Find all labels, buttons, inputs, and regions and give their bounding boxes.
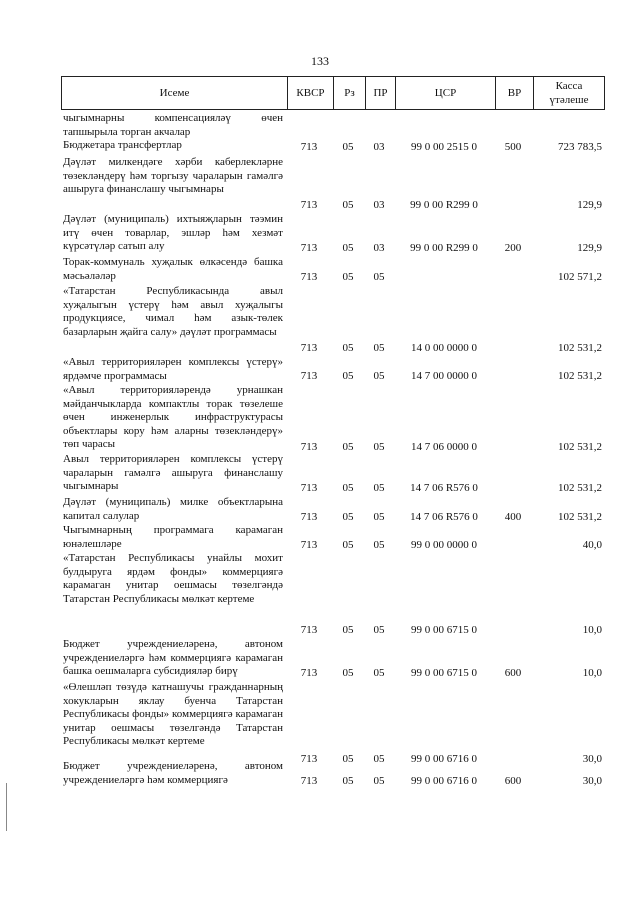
- row-sum: 10,0: [582, 667, 602, 679]
- row-csr: 99 0 00 6716 0: [411, 753, 477, 765]
- row-csr: 14 7 06 R576 0: [410, 482, 478, 494]
- row-rz: 05: [342, 271, 354, 283]
- row-name: Дәүләт (муниципаль) ихтыяҗларын тәэмин итү өчен товарлар, эшләр һәм хезмәт күрсәтүләр сатып алу: [63, 213, 283, 253]
- header-sum: [533, 77, 604, 109]
- row-name: Бюджет учреждениеләренә, автоном учреждениеләргә һәм коммерциягә карамаган башка оешмаларга субсидияләр бирү: [63, 638, 283, 678]
- row-pr: 05: [373, 271, 385, 283]
- row-name: чыгымнарны компенсацияләү өчен тапшырыла торган акчалар: [63, 112, 283, 138]
- row-csr: 14 7 06 R576 0: [410, 511, 478, 523]
- row-rz: 05: [342, 141, 354, 153]
- row-pr: 05: [373, 539, 385, 551]
- row-kvsr: 713: [300, 775, 318, 787]
- header-rz: Рз: [333, 77, 365, 109]
- row-pr: 05: [373, 775, 385, 787]
- header-vr: ВР: [495, 77, 533, 109]
- row-kvsr: 713: [300, 624, 318, 636]
- row-kvsr: 713: [300, 199, 318, 211]
- row-rz: 05: [342, 370, 354, 382]
- row-name: Чыгымнарның программага карамаган юнәлешләре: [63, 524, 283, 550]
- row-kvsr: 713: [300, 271, 318, 283]
- row-sum: 102 571,2: [558, 271, 602, 283]
- row-name: Бюджет учреждениеләренә, автоном учреждениеләргә һәм коммерциягә: [63, 760, 283, 786]
- table-header: [61, 76, 605, 110]
- row-vr: 500: [504, 141, 522, 153]
- row-vr: 200: [504, 242, 522, 254]
- row-csr: 14 0 00 0000 0: [411, 342, 477, 354]
- row-rz: 05: [342, 441, 354, 453]
- row-vr: 600: [504, 775, 522, 787]
- row-csr: 99 0 00 0000 0: [411, 539, 477, 551]
- row-pr: 05: [373, 624, 385, 636]
- row-name: Бюджетара трансфертлар: [63, 139, 182, 151]
- header-name: Исеме: [159, 87, 190, 99]
- row-pr: 05: [373, 667, 385, 679]
- page-number: 133: [311, 54, 329, 68]
- table-row: [61, 285, 605, 355]
- table-row: [61, 213, 605, 255]
- table-row: [61, 156, 605, 212]
- header-sum-line2: үтәлеше: [549, 94, 589, 106]
- row-sum: 102 531,2: [558, 511, 602, 523]
- table-row: [61, 524, 605, 552]
- row-pr: 03: [373, 242, 385, 254]
- row-pr: 05: [373, 511, 385, 523]
- row-rz: 05: [342, 667, 354, 679]
- table-row: [61, 453, 605, 495]
- table-row: [61, 139, 605, 154]
- row-kvsr: 713: [300, 342, 318, 354]
- row-rz: 05: [342, 775, 354, 787]
- row-pr: 05: [373, 342, 385, 354]
- row-rz: 05: [342, 511, 354, 523]
- row-pr: 05: [373, 753, 385, 765]
- header-kvsr: КВСР: [287, 77, 333, 109]
- row-sum: 102 531,2: [558, 370, 602, 382]
- row-rz: 05: [342, 753, 354, 765]
- row-sum: 129,9: [577, 242, 602, 254]
- row-csr: 14 7 00 0000 0: [411, 370, 477, 382]
- row-name: «Авыл территорияләрен комплексы үстерү» ярдәмче программасы: [63, 356, 283, 382]
- row-kvsr: 713: [300, 511, 318, 523]
- row-name: Авыл территорияләрен комплексы үстерү чараларын гамәлгә ашыруга финанслашу чыгымнары: [63, 453, 283, 493]
- table-row: [61, 681, 605, 766]
- row-name: «Авыл территорияләрендә урнашкан мәйданчыкларда компактлы торак төзелеше өчен инженерлык инфраструктурасы объектлары кору һәм аларны төзекләндерү» төп чарасы: [63, 384, 283, 451]
- row-kvsr: 713: [300, 370, 318, 382]
- row-sum: 102 531,2: [558, 342, 602, 354]
- row-name: «Татарстан Республикасында авыл хуҗалыгын үстерү һәм авыл хуҗалыгы продукциясе, чимал һәм азык-төлек базарларын җайга салу» дәүләт программасы: [63, 285, 283, 338]
- row-csr: 99 0 00 6716 0: [411, 775, 477, 787]
- row-kvsr: 713: [300, 753, 318, 765]
- table-row: [61, 356, 605, 383]
- row-name: Дәүләт милкендәге хәрби каберлекләрне төзекләндерү һәм торгызу чараларын гамәлгә ашыруга финанслашу чыгымнары: [63, 156, 283, 196]
- table-row: [61, 760, 605, 788]
- row-rz: 05: [342, 199, 354, 211]
- row-kvsr: 713: [300, 441, 318, 453]
- row-csr: 99 0 00 R299 0: [410, 242, 478, 254]
- row-csr: 99 0 00 2515 0: [411, 141, 477, 153]
- row-sum: 129,9: [577, 199, 602, 211]
- row-csr: 99 0 00 6715 0: [411, 667, 477, 679]
- row-sum: 723 783,5: [558, 141, 602, 153]
- row-rz: 05: [342, 242, 354, 254]
- row-name: «Татарстан Республикасы унайлы мохит булдыруга ярдәм фонды» коммерциягә карамаган унитар оешмасы төзелгәндә Татарстан Республикасы мөлкәт кертеме: [63, 552, 283, 605]
- row-sum: 10,0: [582, 624, 602, 636]
- table-row: [61, 256, 605, 284]
- row-kvsr: 713: [300, 539, 318, 551]
- row-kvsr: 713: [300, 482, 318, 494]
- row-sum: 40,0: [582, 539, 602, 551]
- row-vr: 600: [504, 667, 522, 679]
- row-sum: 102 531,2: [558, 441, 602, 453]
- row-name: Дәүләт (муниципаль) милке объектларына капитал салулар: [63, 496, 283, 522]
- row-sum: 102 531,2: [558, 482, 602, 494]
- row-rz: 05: [342, 342, 354, 354]
- row-csr: 99 0 00 6715 0: [411, 624, 477, 636]
- row-csr: 14 7 06 0000 0: [411, 441, 477, 453]
- row-rz: 05: [342, 539, 354, 551]
- row-rz: 05: [342, 624, 354, 636]
- table-row: [61, 496, 605, 524]
- row-kvsr: 713: [300, 242, 318, 254]
- row-pr: 05: [373, 482, 385, 494]
- row-vr: 400: [504, 511, 522, 523]
- table-row: [61, 552, 605, 637]
- header-sum-line1: Касса: [555, 80, 583, 92]
- header-csr: ЦСР: [395, 77, 495, 109]
- row-pr: 05: [373, 441, 385, 453]
- row-rz: 05: [342, 482, 354, 494]
- table-row: [61, 384, 605, 454]
- row-pr: 03: [373, 141, 385, 153]
- row-pr: 03: [373, 199, 385, 211]
- row-sum: 30,0: [582, 753, 602, 765]
- row-kvsr: 713: [300, 141, 318, 153]
- row-sum: 30,0: [582, 775, 602, 787]
- row-name: «Өлешләп төзүдә катнашучы гражданнарның хокукларын яклау буенча Татарстан Республикасы фонды» коммерциягә карамаган унитар оешмасы төзелгәндә Татарстан Республикасы мөлкәт кертеме: [63, 681, 283, 748]
- margin-mark: [6, 783, 7, 831]
- row-pr: 05: [373, 370, 385, 382]
- row-kvsr: 713: [300, 667, 318, 679]
- row-name: Торак-коммуналь хуҗалык өлкәсендә башка мәсьәләләр: [63, 256, 283, 282]
- header-pr: ПР: [365, 77, 395, 109]
- row-csr: 99 0 00 R299 0: [410, 199, 478, 211]
- table-row: [61, 112, 605, 138]
- table-row: [61, 638, 605, 680]
